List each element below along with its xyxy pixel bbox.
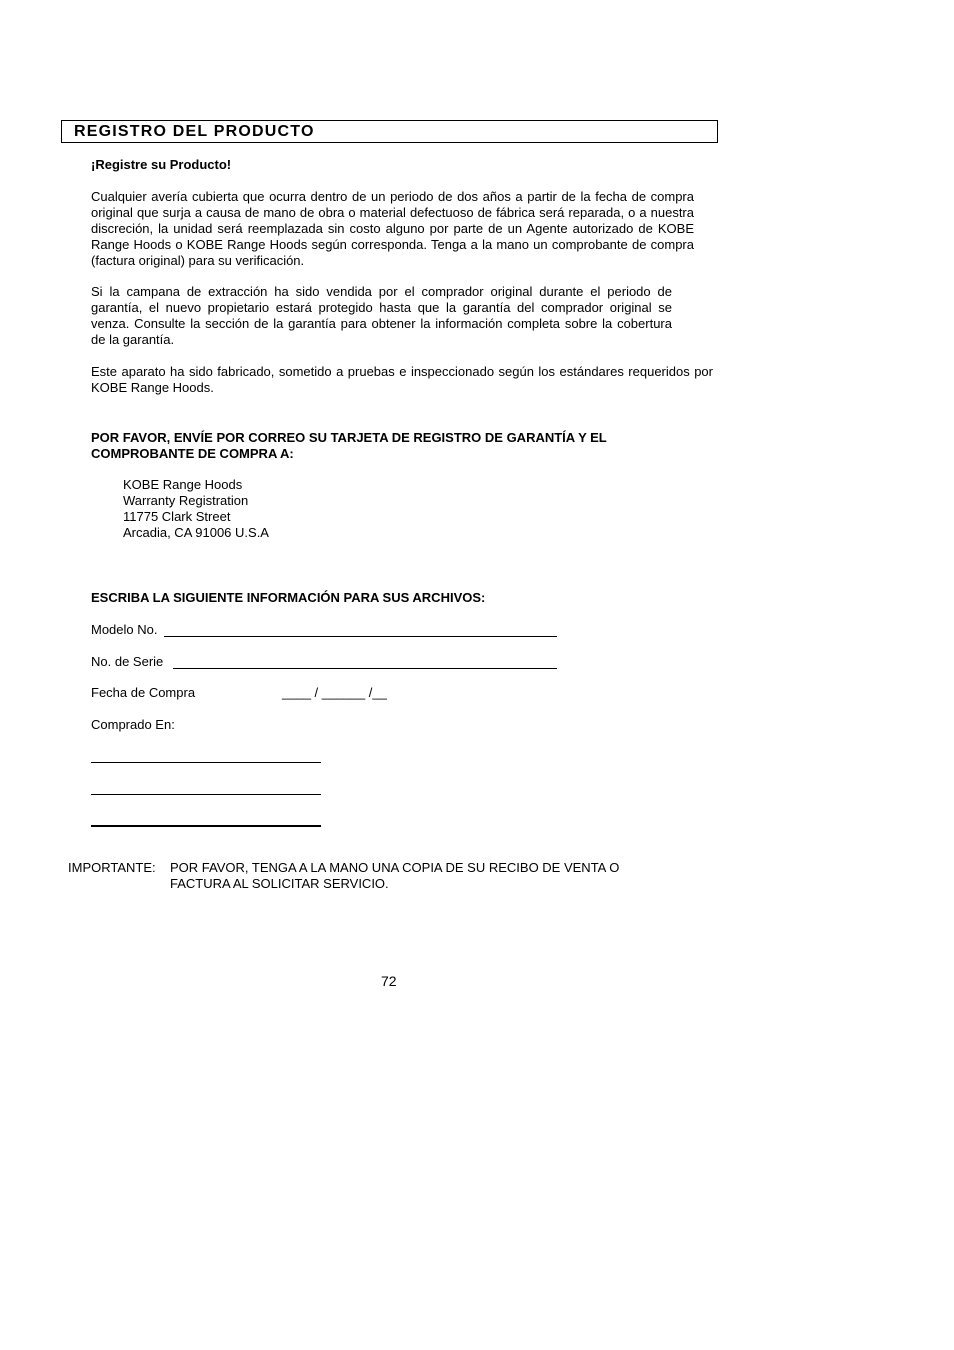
mail-instruction: POR FAVOR, ENVÍE POR CORREO SU TARJETA DE REGISTRO DE GARANTÍA Y EL COMPROBANTE DE COMPRA A:: [91, 430, 607, 461]
purchased-at-line-2[interactable]: [91, 794, 321, 795]
page-number: 72: [381, 973, 397, 989]
purchased-at-row: [91, 717, 175, 733]
serial-number-label: No. de Serie: [91, 654, 164, 669]
important-label: IMPORTANTE:: [68, 860, 156, 875]
serial-number-row: [91, 654, 163, 670]
purchased-at-line-3[interactable]: [91, 825, 321, 827]
records-heading: ESCRIBA LA SIGUIENTE INFORMACIÓN PARA SUS ARCHIVOS:: [91, 590, 486, 605]
transfer-paragraph: Si la campana de extracción ha sido vendida por el comprador original durante el periodo de garantía, el nuevo propietario estará protegido hasta que la garantía del comprador original se venza. Consulte la sección de la garantía para obtener la información completa sobre la cobertura de la garantía.: [91, 284, 672, 347]
address-line: Arcadia, CA 91006 U.S.A: [123, 525, 269, 540]
address-line: KOBE Range Hoods: [123, 477, 243, 492]
address-line: 11775 Clark Street: [123, 509, 231, 524]
purchased-at-line-1[interactable]: [91, 762, 321, 763]
purchase-date-row: [91, 685, 387, 701]
serial-number-field[interactable]: [173, 668, 557, 669]
important-note: POR FAVOR, TENGA A LA MANO UNA COPIA DE SU RECIBO DE VENTA O FACTURA AL SOLICITAR SERVICIO.: [170, 860, 620, 891]
register-subheading: ¡Registre su Producto!: [91, 157, 232, 172]
purchase-date-field[interactable]: ____ / ______ /__: [282, 685, 387, 700]
mailing-address: [123, 477, 269, 541]
purchased-at-label: Comprado En:: [91, 717, 175, 732]
section-title: REGISTRO DEL PRODUCTO: [74, 123, 315, 140]
standards-paragraph: Este aparato ha sido fabricado, sometido a pruebas e inspeccionado según los estándares requeridos por KOBE Range Hoods.: [91, 364, 713, 395]
model-number-label: Modelo No.: [91, 622, 158, 637]
model-number-field[interactable]: [164, 636, 557, 637]
warranty-coverage-paragraph: Cualquier avería cubierta que ocurra dentro de un periodo de dos años a partir de la fecha de compra original que surja a causa de mano de obra o material defectuoso de fábrica será reparada, o a nuestra discreción, la unidad será reemplazada sin costo alguno por parte de un Agente autorizado de KOBE Range Hoods o KOBE Range Hoods según corresponda. Tenga a la mano un comprobante de compra (factura original) para su verificación.: [91, 189, 694, 268]
purchase-date-label: Fecha de Compra: [91, 685, 196, 700]
section-title-box: [61, 120, 718, 143]
model-number-row: [91, 622, 157, 638]
address-line: Warranty Registration: [123, 493, 249, 508]
